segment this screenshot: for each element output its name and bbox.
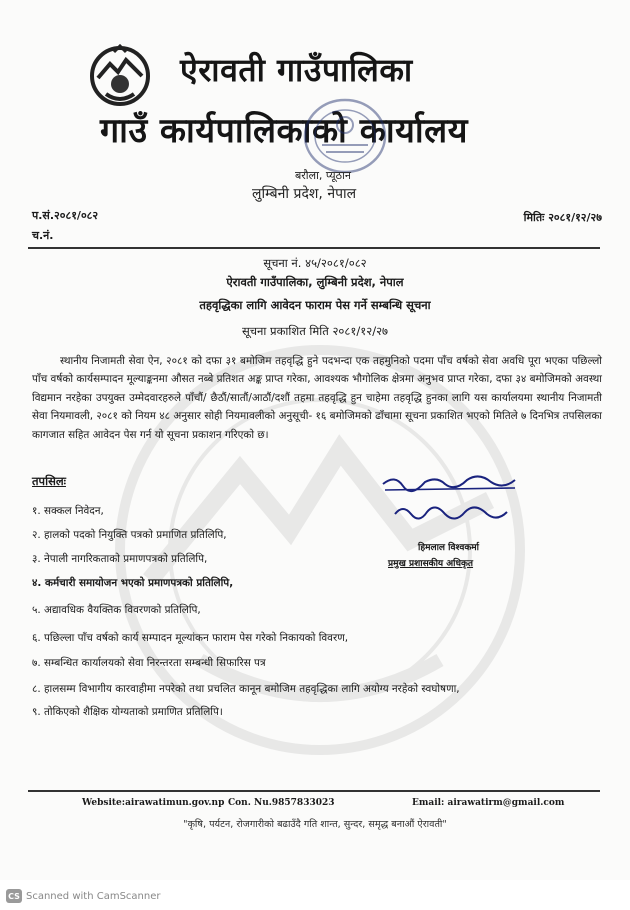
reference-number: प.सं.२०८१/०८२ [32,209,99,222]
signature-icon [375,470,525,530]
camscanner-icon: CS [6,889,22,903]
office-name: गाउँ कार्यपालिकाको कार्यालय [100,111,468,151]
signatory-name: हिमलाल विश्वकर्मा [418,543,479,553]
scanner-label: Scanned with CamScanner [26,890,161,902]
footer-divider [28,790,600,792]
official-stamp-icon [300,95,390,177]
notice-published-date: सूचना प्रकाशित मिति २०८१/१२/२७ [241,324,389,338]
scanner-watermark [6,889,161,903]
footer-email: Email: airawatirm@gmail.com [412,798,565,808]
signatory-role: प्रमुख प्रशासकीय अधिकृत [388,559,474,569]
org-name: ऐरावती गाउँपालिका [180,51,413,89]
footer-motto: "कृषि, पर्यटन, रोजगारीको बढाउँदै गति शान्त, सुन्दर, समृद्ध बनाऔं ऐरावती" [183,819,447,830]
list-item: ९. तोकिएको शैक्षिक योग्यताको प्रमाणित प्रतिलिपि। [32,706,223,718]
footer-website: Website:airawatimun.gov.np [82,798,225,808]
list-item: ४. कर्मचारी समायोजन भएको प्रमाणपत्रको प्रतिलिपि, [32,577,234,589]
notice-office: ऐरावती गाउँपालिका, लुम्बिनी प्रदेश, नेपाल [226,275,404,289]
list-item: ६. पछिल्ला पाँच वर्षको कार्य सम्पादन मूल्यांकन फाराम पेस गरेको निकायको विवरण, [32,632,349,644]
address-line-2: लुम्बिनी प्रदेश, नेपाल [252,186,357,202]
list-item: २. हालको पदको नियुक्ति पत्रको प्रमाणित प्रतिलिपि, [32,529,227,541]
dispatch-number: च.नं. [32,229,54,242]
list-item: ३. नेपाली नागरिकताको प्रमाणपत्रको प्रतिलिपि, [32,553,208,565]
list-title: तपसिलः [32,474,66,488]
notice-subject: तहवृद्धिका लागि आवेदन फाराम पेस गर्ने सम्बन्धि सूचना [199,298,431,312]
letter-date: मितिः २०८१/१२/२७ [523,211,602,224]
list-item: १. सक्कल निवेदन, [32,505,104,517]
notice-body: स्थानीय निजामती सेवा ऐन, २०८१ को दफा ३१ बमोजिम तहवृद्धि हुने पदभन्दा एक तहमुनिको पदमा पाँच वर्षको सेवा अवधि पूरा भएका पछिल्लो पाँच वर्षको कार्यसम्पादन मूल्याङ्कनमा औसत नब्बे प्रतिशत अङ्क प्राप्त गरेका, आवश्यक भौगोलिक क्षेत्रमा अनुभव प्राप्त गरेका, दफा ३४ बमोजिमको अवस्था विद्यमान नरहेका उपयुक्त उम्मेदवारहरुले पाँचौं/ छैठौं/सातौं/आठौं/दशौं तहमा तहवृद्धि हुन चाहेमा तहवृद्धि हुनका लागि यस कार्यालयमा स्थानीय निजामती सेवा नियमावली, २०८१ को नियम ४८ अनुसार सोही नियमावलीको अनुसूची- १६ बमोजिमको ढाँचामा सूचना प्रकाशित भएको मितिले ७ दिनभित्र तपसिलका कागजात सहित आवेदन पेस गर्न यो सूचना प्रकाशन गरिएको छ। [32,355,602,441]
address-line-1: बरौला, प्यूठान [295,169,351,182]
list-item: ८. हालसम्म विभागीय कारवाहीमा नपरेको तथा प्रचलित कानून बमोजिम तहवृद्धिका लागि अयोग्य नरहेको स्वघोषणा, [32,683,460,695]
footer-contact: Con. Nu.9857833023 [228,798,335,808]
notice-number: सूचना नं. ४५/२०८१/०८२ [263,256,367,270]
list-item: ७. सम्बन्धित कार्यालयको सेवा निरन्तरता सम्बन्धी सिफारिस पत्र [32,657,266,669]
list-item: ५. अद्यावधिक वैयक्तिक विवरणको प्रतिलिपि, [32,604,201,616]
header-divider [28,247,600,249]
nepal-emblem-icon [88,44,152,108]
